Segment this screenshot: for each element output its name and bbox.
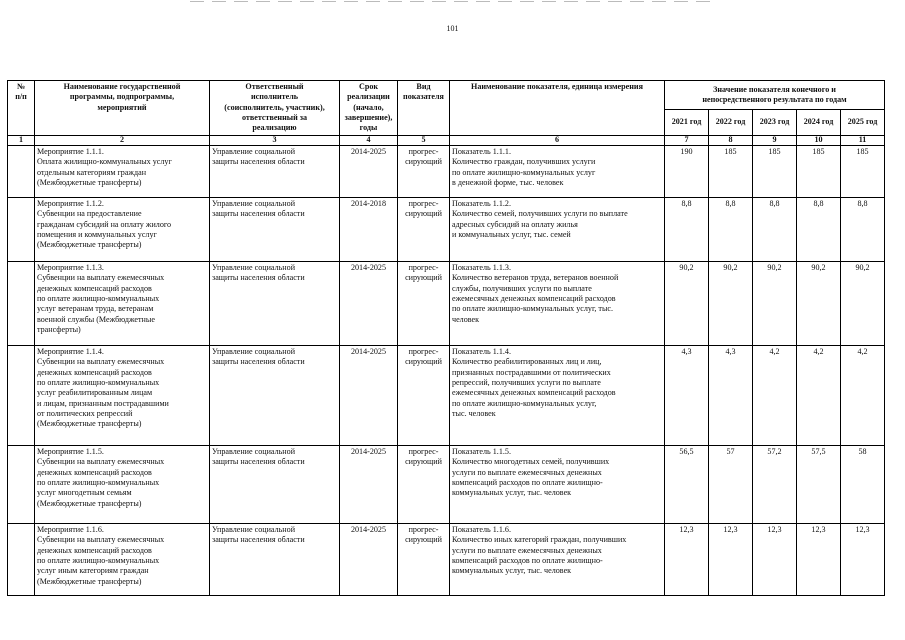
value-cell: 185 (797, 145, 841, 197)
column-number: 10 (797, 135, 841, 145)
kind-cell: прогрес- сирующий (398, 261, 450, 345)
value-cell: 12,3 (753, 523, 797, 595)
table-row (8, 197, 885, 261)
column-number: 11 (841, 135, 885, 145)
value-cell: 12,3 (797, 523, 841, 595)
value-cell: 90,2 (841, 261, 885, 345)
responsible-cell: Управление социальной защиты населения области (210, 145, 340, 197)
kind-cell: прогрес- сирующий (398, 345, 450, 445)
kind-cell: прогрес- сирующий (398, 523, 450, 595)
value-cell: 90,2 (753, 261, 797, 345)
program-table (7, 80, 885, 596)
value-cell: 8,8 (753, 197, 797, 261)
value-cell: 12,3 (709, 523, 753, 595)
term-cell: 2014-2025 (340, 445, 398, 523)
term-cell: 2014-2018 (340, 197, 398, 261)
column-number: 3 (210, 135, 340, 145)
indicator-cell: Показатель 1.1.5. Количество многодетных семей, получивших услуги по выплате ежемесячных денежных компенсаций расходов по оплате жилищно- коммунальных услуг, тыс. человек (450, 445, 665, 523)
value-cell: 4,3 (709, 345, 753, 445)
table-row (8, 445, 885, 523)
header-row (8, 81, 885, 110)
term-cell: 2014-2025 (340, 261, 398, 345)
header-kind: Вид показателя (398, 81, 450, 136)
indicator-cell: Показатель 1.1.6. Количество иных категорий граждан, получивших услуги по выплате ежемесячных денежных компенсаций расходов по оплате жилищно- коммунальных услуг, тыс. человек (450, 523, 665, 595)
value-cell: 185 (841, 145, 885, 197)
measure-cell: Мероприятие 1.1.5. Субвенции на выплату ежемесячных денежных компенсаций расходов по оплате жилищно-коммунальных услуг многодетным семьям (Межбюджетные трансферты) (35, 445, 210, 523)
column-number: 5 (398, 135, 450, 145)
row-num (8, 345, 35, 445)
page-number: 101 (446, 24, 459, 33)
indicator-cell: Показатель 1.1.1. Количество граждан, получивших услуги по оплате жилищно-коммунальных услуг в денежной форме, тыс. человек (450, 145, 665, 197)
indicator-cell: Показатель 1.1.3. Количество ветеранов труда, ветеранов военной службы, получивших услуги по выплате ежемесячных денежных компенсаций расходов по оплате жилищно-коммунальных услуг, тыс. человек (450, 261, 665, 345)
column-number: 2 (35, 135, 210, 145)
value-cell: 12,3 (665, 523, 709, 595)
value-cell: 57,5 (797, 445, 841, 523)
value-cell: 185 (709, 145, 753, 197)
value-cell: 56,5 (665, 445, 709, 523)
measure-cell: Мероприятие 1.1.3. Субвенции на выплату ежемесячных денежных компенсаций расходов по оплате жилищно-коммунальных услуг ветеранам труда, ветеранам военной службы (Межбюджетные трансферты) (35, 261, 210, 345)
term-cell: 2014-2025 (340, 345, 398, 445)
kind-cell: прогрес- сирующий (398, 445, 450, 523)
measure-cell: Мероприятие 1.1.1. Оплата жилищно-коммунальных услуг отдельным категориям граждан (Межбюджетные трансферты) (35, 145, 210, 197)
value-cell: 57,2 (753, 445, 797, 523)
responsible-cell: Управление социальной защиты населения области (210, 261, 340, 345)
value-cell: 4,3 (665, 345, 709, 445)
value-cell: 57 (709, 445, 753, 523)
indicator-cell: Показатель 1.1.2. Количество семей, получивших услуги по выплате адресных субсидий на оплату жилья и коммунальных услуг, тыс. семей (450, 197, 665, 261)
responsible-cell: Управление социальной защиты населения области (210, 345, 340, 445)
kind-cell: прогрес- сирующий (398, 197, 450, 261)
measure-cell: Мероприятие 1.1.2. Субвенции на предоставление гражданам субсидий на оплату жилого помещения и коммунальных услуг (Межбюджетные трансферты) (35, 197, 210, 261)
header-term: Срок реализации (начало, завершение), годы (340, 81, 398, 136)
column-number: 1 (8, 135, 35, 145)
value-cell: 90,2 (797, 261, 841, 345)
column-number: 6 (450, 135, 665, 145)
header-year-2022: 2022 год (709, 110, 753, 135)
measure-cell: Мероприятие 1.1.4. Субвенции на выплату ежемесячных денежных компенсаций расходов по оплате жилищно-коммунальных услуг реабилитированным лицам и лицам, признанным пострадавшими от политических репрессий (Межбюджетные трансферты) (35, 345, 210, 445)
value-cell: 4,2 (797, 345, 841, 445)
value-cell: 58 (841, 445, 885, 523)
header-year-2021: 2021 год (665, 110, 709, 135)
responsible-cell: Управление социальной защиты населения области (210, 445, 340, 523)
column-number: 9 (753, 135, 797, 145)
value-cell: 185 (753, 145, 797, 197)
header-num: № п/п (8, 81, 35, 136)
header-program: Наименование государственной программы, подпрограммы, мероприятий (35, 81, 210, 136)
term-cell: 2014-2025 (340, 523, 398, 595)
term-cell: 2014-2025 (340, 145, 398, 197)
value-cell: 8,8 (841, 197, 885, 261)
header-value: Значение показателя конечного и непосредственного результата по годам (665, 81, 885, 110)
row-num (8, 445, 35, 523)
indicator-cell: Показатель 1.1.4. Количество реабилитированных лиц и лиц, признанных пострадавшими от политических репрессий, получивших услуги по выплате ежемесячных денежных компенсаций расходов по оплате жилищно-коммунальных услуг, тыс. человек (450, 345, 665, 445)
responsible-cell: Управление социальной защиты населения области (210, 523, 340, 595)
kind-cell: прогрес- сирующий (398, 145, 450, 197)
row-num (8, 523, 35, 595)
scan-artifact-line (190, 1, 710, 2)
header-responsible: Ответственный исполнитель (соисполнитель, участник), ответственный за реализацию (210, 81, 340, 136)
column-number-row (8, 135, 885, 145)
header-year-2025: 2025 год (841, 110, 885, 135)
value-cell: 90,2 (665, 261, 709, 345)
header-indicator: Наименование показателя, единица измерения (450, 81, 665, 136)
row-num (8, 197, 35, 261)
responsible-cell: Управление социальной защиты населения области (210, 197, 340, 261)
value-cell: 4,2 (841, 345, 885, 445)
value-cell: 8,8 (797, 197, 841, 261)
header-year-2023: 2023 год (753, 110, 797, 135)
value-cell: 4,2 (753, 345, 797, 445)
table-row (8, 345, 885, 445)
value-cell: 190 (665, 145, 709, 197)
column-number: 7 (665, 135, 709, 145)
value-cell: 8,8 (709, 197, 753, 261)
table-row (8, 261, 885, 345)
column-number: 4 (340, 135, 398, 145)
header-year-2024: 2024 год (797, 110, 841, 135)
value-cell: 90,2 (709, 261, 753, 345)
measure-cell: Мероприятие 1.1.6. Субвенции на выплату ежемесячных денежных компенсаций расходов по оплате жилищно-коммунальных услуг иным категориям граждан (Межбюджетные трансферты) (35, 523, 210, 595)
table-row (8, 523, 885, 595)
table-row (8, 145, 885, 197)
column-number: 8 (709, 135, 753, 145)
value-cell: 12,3 (841, 523, 885, 595)
value-cell: 8,8 (665, 197, 709, 261)
row-num (8, 145, 35, 197)
row-num (8, 261, 35, 345)
